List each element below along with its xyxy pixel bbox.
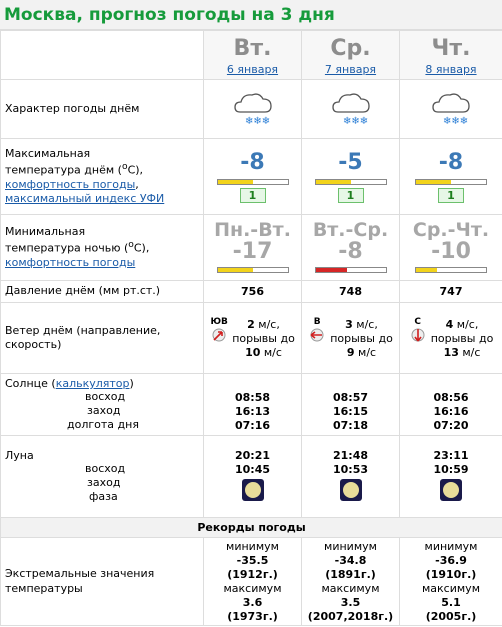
record-cell [204, 538, 302, 626]
date-link[interactable]: 6 января [226, 63, 279, 76]
daylength-time: 07:16 [234, 418, 270, 432]
record-min-label: минимум [226, 539, 279, 553]
moonset-time: 10:53 [332, 462, 368, 476]
days-header-row [1, 31, 502, 80]
wind-arrow-icon [211, 327, 227, 343]
sunset-time: 16:16 [433, 404, 469, 418]
record-max-label: максимум [321, 581, 380, 595]
svg-text:❄❄❄: ❄❄❄ [244, 115, 270, 127]
moon-label-text: Луна [5, 449, 34, 462]
moon-phase-icon [440, 479, 462, 501]
header-empty-cell [1, 31, 204, 80]
uvi-badge: 1 [438, 188, 464, 203]
moon-cell [400, 436, 502, 518]
gust-speed: 9 [346, 346, 355, 359]
moonrise-label: восход [85, 462, 126, 475]
sun-cell [204, 374, 302, 436]
day-name: Вт. [233, 36, 272, 61]
weather-row [1, 80, 502, 139]
record-min-value: -34.8 [334, 553, 367, 567]
wind-label-line2: скорость) [5, 338, 62, 351]
night-period: Вт.-Ср. [312, 219, 389, 241]
gust-speed: 13 [443, 346, 459, 359]
tmin-row [1, 215, 502, 281]
wind-direction: ЮВ [210, 317, 228, 327]
sunset-time: 16:13 [234, 404, 270, 418]
records-row [1, 538, 502, 626]
day-name: Чт. [431, 36, 471, 61]
record-min-year: (1912г.) [227, 567, 278, 581]
gusts-label: порывы до [232, 332, 295, 345]
uvi-link[interactable]: максимальный индекс УФИ [5, 192, 165, 206]
moonset-time: 10:59 [433, 462, 469, 476]
record-min-value: -36.9 [435, 553, 467, 567]
comfort-bar [217, 267, 289, 273]
gusts-label: порывы до [430, 332, 494, 345]
moon-label [1, 436, 204, 518]
wind-label [1, 303, 204, 374]
day-header-0 [204, 31, 302, 80]
wind-label-line1: Ветер днём (направление, [5, 323, 161, 337]
tmin-label-line2: температура ночью ( [5, 241, 129, 255]
gust-speed: 10 [245, 346, 261, 359]
tmin-label-unit: C), [133, 241, 150, 255]
tmax-cell [302, 139, 400, 215]
moon-row [1, 436, 502, 518]
record-max-value: 3.6 [242, 595, 263, 609]
gust-unit: м/с [263, 346, 282, 359]
weather-cell [302, 80, 400, 139]
wind-speed: 4 [445, 318, 454, 331]
tmin-label-line1: Минимальная [5, 224, 86, 238]
wind-unit: м/с, [356, 318, 378, 331]
pressure-value: 756 [204, 281, 302, 303]
tmax-label-line1: Максимальная [5, 146, 91, 160]
day-name: Ср. [330, 36, 371, 61]
tmin-label [1, 215, 204, 281]
record-max-label: максимум [422, 581, 480, 595]
tmax-label [1, 139, 204, 215]
comfort-bar-fill [416, 180, 451, 184]
gust-unit: м/с [462, 346, 481, 359]
weather-cell [204, 80, 302, 139]
pressure-row [1, 281, 502, 303]
pressure-value: 748 [302, 281, 400, 303]
record-min-label: минимум [424, 539, 478, 553]
wind-direction: В [313, 317, 321, 327]
tmin-cell [204, 215, 302, 281]
weather-label: Характер погоды днём [1, 80, 204, 139]
record-cell [302, 538, 400, 626]
svg-text:❄❄❄: ❄❄❄ [342, 115, 368, 127]
comfort-bar [415, 267, 487, 273]
sunrise-label: восход [85, 390, 126, 403]
extreme-label-line1: Экстремальные значения [5, 567, 155, 581]
day-header-1 [302, 31, 400, 80]
cloud-snow-icon [429, 88, 473, 128]
weather-cell [400, 80, 502, 139]
sunset-time: 16:15 [332, 404, 368, 418]
tmax-value: -5 [338, 150, 363, 175]
sun-cell [302, 374, 400, 436]
uvi-badge: 1 [338, 188, 364, 203]
moonrise-time: 23:11 [433, 448, 469, 462]
sunrise-time: 08:57 [332, 390, 368, 404]
comfort-bar-fill [316, 268, 348, 272]
comfort-link[interactable]: комфортность погоды [5, 177, 136, 191]
wind-arrow-icon [410, 327, 426, 343]
daylength-time: 07:20 [433, 418, 469, 432]
day-header-2 [400, 31, 502, 80]
sunrise-time: 08:58 [234, 390, 270, 404]
comfort-bar-fill [218, 268, 253, 272]
tmin-value: -8 [338, 239, 363, 264]
moon-cell [302, 436, 400, 518]
wind-unit: м/с, [258, 318, 280, 331]
record-min-year: (1910г.) [425, 567, 477, 581]
comma: , [135, 177, 139, 191]
record-max-year: (2007,2018г.) [307, 609, 394, 623]
gusts-label: порывы до [330, 332, 393, 345]
comfort-bar-fill [416, 268, 437, 272]
tmax-value: -8 [240, 150, 265, 175]
record-max-year: (1973г.) [227, 609, 278, 623]
wind-unit: м/с, [456, 318, 479, 331]
record-min-label: минимум [324, 539, 377, 553]
moonset-time: 10:45 [234, 462, 270, 476]
wind-speed: 3 [345, 318, 353, 331]
tmax-cell [400, 139, 502, 215]
sun-row [1, 374, 502, 436]
gust-unit: м/с [358, 346, 377, 359]
record-cell [400, 538, 502, 626]
comfort-bar [415, 179, 487, 185]
sunrise-time: 08:56 [433, 390, 469, 404]
tmax-value: -8 [438, 150, 464, 175]
moonset-label: заход [87, 476, 121, 489]
record-max-value: 3.5 [340, 595, 361, 609]
record-max-label: максимум [223, 581, 282, 595]
records-header: Рекорды погоды [1, 518, 502, 538]
records-header-row [1, 518, 502, 538]
moonrise-time: 20:21 [234, 448, 270, 462]
moon-phase-icon [340, 479, 362, 501]
comfort-bar [315, 179, 387, 185]
tmin-value: -17 [232, 239, 273, 264]
tmin-value: -10 [431, 239, 471, 264]
tmax-cell [204, 139, 302, 215]
comfort-link[interactable]: комфортность погоды [5, 255, 136, 269]
tmax-label-unit: C), [127, 163, 144, 177]
tmin-cell [302, 215, 400, 281]
pressure-label: Давление днём (мм рт.ст.) [1, 281, 204, 303]
daylength-label: долгота дня [67, 418, 139, 431]
record-min-value: -35.5 [236, 553, 269, 567]
date-link[interactable]: 8 января [425, 63, 477, 76]
wind-speed: 2 [247, 318, 255, 331]
uvi-badge: 1 [240, 188, 266, 203]
wind-cell [400, 303, 502, 374]
record-max-year: (2005г.) [425, 609, 477, 623]
moon-phase-icon [242, 479, 264, 501]
sunset-label: заход [87, 404, 121, 417]
wind-direction: С [414, 317, 421, 327]
extreme-label-line2: температуры [5, 581, 83, 595]
comfort-bar-fill [316, 180, 351, 184]
tmax-row [1, 139, 502, 215]
sun-label-text: Солнце ( [5, 377, 56, 390]
pressure-value: 747 [400, 281, 502, 303]
wind-row [1, 303, 502, 374]
record-min-year: (1891г.) [325, 567, 376, 581]
page-title: Москва, прогноз погоды на 3 дня [0, 0, 502, 30]
degree-sign: o [121, 160, 128, 172]
sun-label-end: ) [129, 377, 134, 390]
svg-text:❄❄❄: ❄❄❄ [443, 115, 469, 127]
comfort-bar [315, 267, 387, 273]
daylength-time: 07:18 [332, 418, 368, 432]
cloud-snow-icon [231, 88, 275, 128]
night-period: Ср.-Чт. [412, 219, 490, 241]
sun-label [1, 374, 204, 436]
moonrise-time: 21:48 [332, 448, 368, 462]
tmin-cell [400, 215, 502, 281]
forecast-table [0, 30, 502, 626]
sun-cell [400, 374, 502, 436]
wind-cell [302, 303, 400, 374]
extreme-label [1, 538, 204, 626]
tmax-label-line2: температура днём ( [5, 163, 122, 177]
wind-cell [204, 303, 302, 374]
phase-label: фаза [89, 490, 118, 503]
date-link[interactable]: 7 января [324, 63, 377, 76]
calculator-link[interactable]: калькулятор [55, 377, 130, 390]
record-max-value: 5.1 [441, 595, 461, 609]
night-period: Пн.-Вт. [214, 219, 291, 241]
wind-arrow-icon [309, 327, 325, 343]
cloud-snow-icon [329, 88, 373, 128]
comfort-bar [217, 179, 289, 185]
degree-sign: o [128, 239, 134, 251]
comfort-bar-fill [218, 180, 253, 184]
moon-cell [204, 436, 302, 518]
